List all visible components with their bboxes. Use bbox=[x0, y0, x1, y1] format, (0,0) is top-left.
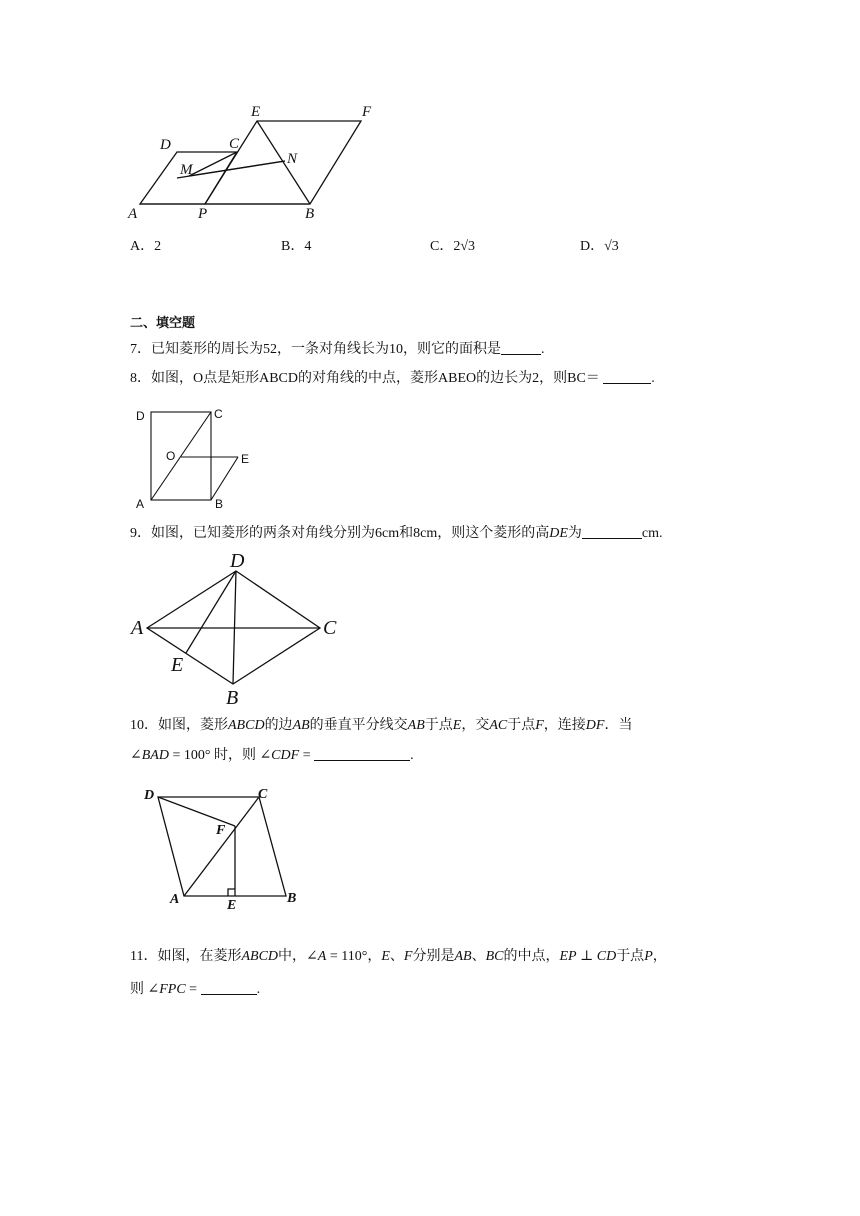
question-9 bbox=[130, 524, 663, 544]
line-eb bbox=[211, 457, 238, 500]
question-var: ABCD bbox=[241, 949, 279, 964]
answer-blank[interactable] bbox=[501, 340, 541, 355]
question-11-line-2 bbox=[130, 980, 260, 1000]
label-d: D bbox=[136, 409, 145, 423]
question-var: ∠CDF bbox=[259, 748, 300, 763]
question-var: F bbox=[403, 949, 413, 964]
question-var: E bbox=[452, 718, 462, 733]
label-b: B bbox=[215, 497, 224, 511]
question-var: AC bbox=[489, 718, 508, 733]
question-text: 的中点， bbox=[503, 949, 560, 964]
question-text: = 100° 时，则 bbox=[168, 748, 260, 763]
question-tail: . bbox=[410, 748, 414, 763]
question-tail: . bbox=[651, 371, 655, 386]
label-n: N bbox=[287, 151, 298, 167]
line-df bbox=[158, 797, 235, 826]
label-c: C bbox=[229, 136, 240, 152]
q6-figure bbox=[120, 100, 380, 225]
question-10-line-2 bbox=[130, 746, 414, 766]
question-8 bbox=[130, 369, 655, 389]
label-f: F bbox=[216, 823, 226, 838]
q6-option-a[interactable] bbox=[130, 237, 161, 257]
q6-option-d[interactable] bbox=[580, 237, 619, 257]
label-e: E bbox=[251, 104, 261, 120]
label-a: A bbox=[128, 206, 138, 222]
question-text: 为 bbox=[567, 526, 582, 541]
option-letter: B． bbox=[281, 239, 305, 254]
question-text: ，连接 bbox=[543, 718, 586, 733]
question-text: 9．如图，已知菱形的两条对角线分别为6cm和8cm，则这个菱形的高 bbox=[130, 526, 550, 541]
diagonal-ac bbox=[184, 797, 259, 896]
label-a: A bbox=[131, 617, 144, 639]
section-title: 二、填空题 bbox=[130, 316, 196, 331]
q10-figure bbox=[135, 780, 310, 915]
question-text: ⊥ bbox=[576, 949, 597, 964]
label-e: E bbox=[227, 898, 237, 913]
question-tail: . bbox=[541, 342, 545, 357]
question-text: 11．如图，在菱形 bbox=[130, 949, 242, 964]
question-tail: cm. bbox=[641, 526, 663, 541]
question-var: DF bbox=[585, 718, 605, 733]
option-text: 2 bbox=[154, 239, 162, 254]
label-d: D bbox=[160, 137, 171, 153]
question-text: 8．如图，O点是矩形ABCD的对角线的中点，菱形ABEO的边长为2，则BC＝ bbox=[130, 371, 604, 386]
question-text: 于点 bbox=[424, 718, 453, 733]
label-b: B bbox=[287, 891, 297, 906]
question-var: P bbox=[644, 949, 653, 964]
label-c: C bbox=[258, 787, 268, 802]
answer-blank[interactable] bbox=[603, 369, 651, 384]
label-c: C bbox=[323, 617, 337, 639]
question-var: DE bbox=[549, 526, 568, 541]
question-text: 于点 bbox=[507, 718, 536, 733]
question-text: 于点 bbox=[616, 949, 645, 964]
option-text: √3 bbox=[604, 239, 619, 254]
option-letter: D． bbox=[580, 239, 605, 254]
label-b: B bbox=[305, 206, 315, 222]
option-letter: A． bbox=[130, 239, 155, 254]
q9-figure bbox=[125, 545, 350, 710]
answer-blank[interactable] bbox=[314, 746, 410, 761]
question-var: CD bbox=[596, 949, 617, 964]
question-var: AB bbox=[454, 949, 472, 964]
question-text: 的垂直平分线交 bbox=[309, 718, 408, 733]
question-var: ABCD bbox=[228, 718, 265, 733]
question-var: AB bbox=[407, 718, 425, 733]
option-text: 2√3 bbox=[453, 239, 476, 254]
label-e: E bbox=[241, 452, 250, 466]
question-11-line-1 bbox=[130, 947, 667, 967]
q6-option-b[interactable] bbox=[281, 237, 311, 257]
question-var: ∠A bbox=[306, 949, 327, 964]
height-de bbox=[186, 571, 236, 653]
question-text: 10．如图，菱形 bbox=[130, 718, 228, 733]
question-var: F bbox=[535, 718, 544, 733]
question-var: ∠FPC bbox=[147, 982, 186, 997]
label-d: D bbox=[144, 788, 155, 803]
question-tail: . bbox=[256, 982, 261, 997]
label-b: B bbox=[226, 687, 239, 709]
question-text: = bbox=[185, 982, 201, 997]
question-text: ，交 bbox=[461, 718, 490, 733]
question-var: ∠BAD bbox=[130, 748, 169, 763]
option-text: 4 bbox=[304, 239, 312, 254]
q8-figure bbox=[130, 402, 255, 512]
question-7 bbox=[130, 340, 545, 360]
question-var: E bbox=[381, 949, 390, 964]
question-text: = bbox=[299, 748, 315, 763]
label-m: M bbox=[180, 162, 193, 178]
question-var: BC bbox=[485, 949, 504, 964]
option-letter: C． bbox=[430, 239, 454, 254]
label-e: E bbox=[171, 654, 184, 676]
answer-blank[interactable] bbox=[201, 980, 257, 995]
label-p: P bbox=[198, 206, 208, 222]
q6-option-c[interactable] bbox=[430, 237, 475, 257]
diagonal-ac bbox=[151, 412, 211, 500]
right-angle-mark bbox=[228, 889, 235, 896]
question-text: 的边 bbox=[264, 718, 293, 733]
label-o: O bbox=[166, 449, 176, 463]
question-text: ．当 bbox=[604, 718, 633, 733]
question-text: ， bbox=[652, 949, 667, 964]
question-var: AB bbox=[292, 718, 310, 733]
question-var: EP bbox=[559, 949, 577, 964]
question-10-line-1 bbox=[130, 716, 632, 736]
question-text: 中， bbox=[278, 949, 307, 964]
answer-blank[interactable] bbox=[582, 524, 642, 539]
label-f: F bbox=[362, 104, 372, 120]
label-d: D bbox=[230, 550, 245, 572]
question-text: 、 bbox=[471, 949, 486, 964]
question-text: = 110°， bbox=[326, 949, 382, 964]
question-text: 则 bbox=[130, 982, 148, 997]
label-a: A bbox=[170, 892, 180, 907]
question-text: 分别是 bbox=[412, 949, 455, 964]
label-c: C bbox=[214, 407, 223, 421]
question-text: 、 bbox=[389, 949, 404, 964]
label-a: A bbox=[136, 497, 145, 511]
question-text: 7．已知菱形的周长为52，一条对角线长为10，则它的面积是 bbox=[130, 342, 501, 357]
line-eb bbox=[257, 121, 310, 204]
